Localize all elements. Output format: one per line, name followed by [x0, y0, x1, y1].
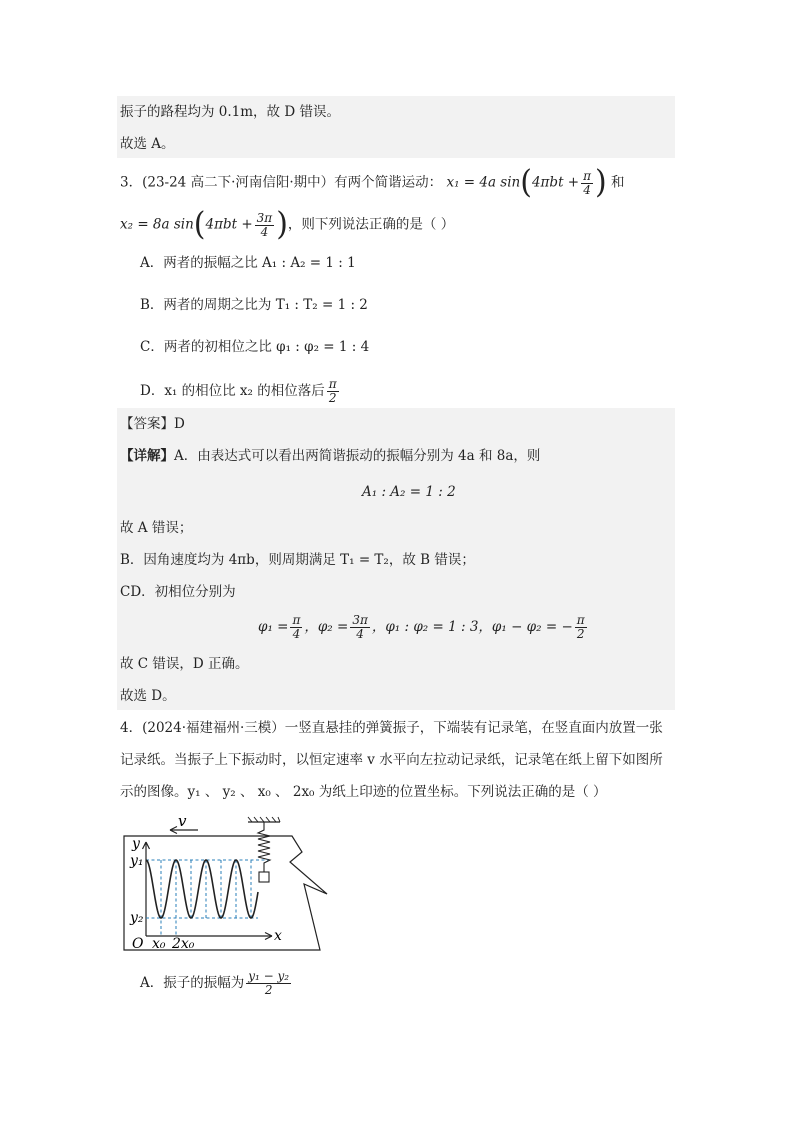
q3-option-d-text: D．x₁ 的相位比 x₂ 的相位落后 [140, 383, 325, 399]
q4-option-a-text: A．振子的振幅为 [140, 975, 245, 991]
detail-a [120, 446, 540, 466]
q3-option-d-den: 2 [328, 391, 337, 405]
q3-stem-a: 3．(23-24 高二下·河南信阳·期中）有两个简谐运动： [120, 174, 443, 191]
q4-line-1: 4．(2024·福建福州·三模）一竖直悬挂的弹簧振子，下端装有记录笔，在竖直面内放置一张 [120, 720, 663, 736]
q3-option-d-num: π [328, 377, 337, 391]
ceiling-hatch [248, 817, 280, 822]
b-line: B．因角速度均为 4πb，则周期满足 T₁ = T₂，故 B 错误； [120, 552, 475, 568]
x-label: x [274, 928, 282, 944]
2x0-label: 2x₀ [172, 936, 195, 952]
q3-x1-den: 4 [583, 182, 591, 197]
q3-option-c: C．两者的初相位之比 φ₁ : φ₂ = 1 : 4 [140, 339, 370, 355]
q3-and: 和 [611, 174, 625, 191]
y1-label: y₁ [130, 853, 144, 869]
q3-x2-num: 3π [256, 210, 273, 225]
eq-diff-den: 2 [576, 627, 585, 641]
q3-x1-lhs: x₁ = 4a sin [446, 174, 521, 191]
q3-x1-num: π [583, 168, 591, 183]
eq-phi2: ，φ₂ = [304, 619, 349, 635]
q3-stem-line-2: x₂ = 8a sin(4πbt + $\frac{3\pi}{4}$ )，则下列说法正确的是（ ） [120, 206, 455, 243]
q4-option-a-den: 2 [264, 983, 273, 997]
choose-line: 故选 D。 [120, 688, 176, 704]
q3-option-a: A．两者的振幅之比 A₁ : A₂ = 1 : 1 [140, 255, 356, 271]
q3-x2-arg: 4πbt + [205, 216, 253, 233]
eq-phi1-num: π [292, 613, 301, 627]
eq-ratio: ，φ₁ : φ₂ = 1 : 3，φ₁ − φ₂ = − [371, 619, 573, 635]
q4-line-3: 示的图像。y₁ 、 y₂ 、 x₀ 、 2x₀ 为纸上印迹的位置坐标。下列说法正确的是（ ） [120, 784, 607, 800]
q4-option-a [140, 970, 293, 997]
q4-line-2: 记录纸。当振子上下振动时，以恒定速率 v 水平向左拉动记录纸，记录笔在纸上留下如图所 [120, 752, 663, 768]
prev-line-2: 故选 A。 [120, 136, 175, 152]
q3-x2-den: 4 [260, 224, 269, 239]
detail-a-text: A．由表达式可以看出两简谐振动的振幅分别为 4a 和 8a，则 [174, 448, 541, 464]
trace-curve [146, 860, 258, 918]
spring-oscillator-figure [122, 814, 332, 954]
answer-label: 【答案】D [120, 416, 185, 432]
velocity-label: v [178, 814, 187, 830]
q3-x1-arg: 4πbt + [531, 174, 580, 191]
spring-icon [258, 822, 270, 872]
origin-label: O [132, 936, 144, 952]
q4-option-a-num: y₁ − y₂ [248, 969, 290, 983]
eq-phi2-num: 3π [352, 613, 368, 627]
q3-option-d [140, 378, 341, 405]
eq-phi1: φ₁ = [258, 619, 289, 635]
x0-label: x₀ [152, 936, 166, 952]
oscillator-block [259, 872, 269, 882]
detail-label: 【详解】 [120, 448, 174, 464]
q3-stem-b: ，则下列说法正确的是（ ） [287, 216, 455, 233]
eq-phi1-den: 4 [292, 627, 301, 641]
q3-x2-lhs: x₂ = 8a sin [120, 216, 194, 233]
q3-option-b: B．两者的周期之比为 T₁ : T₂ = 1 : 2 [140, 297, 368, 313]
y2-label: y₂ [130, 910, 144, 926]
cd-result: 故 C 错误，D 正确。 [120, 656, 249, 672]
a-wrong: 故 A 错误； [120, 520, 193, 536]
q3-stem-line-1: 3．(23-24 高二下·河南信阳·期中）有两个简谐运动： x₁ = 4a sin(4πbt + $\frac{\pi}{4}$ ) 和 [120, 164, 625, 201]
prev-line-1: 振子的路程均为 0.1m，故 D 错误。 [120, 104, 340, 120]
eq-phases [258, 614, 589, 641]
eq-phi2-den: 4 [356, 627, 364, 641]
dashed-guides [146, 860, 268, 936]
eq-diff-num: π [576, 613, 585, 627]
eq-amplitude-ratio: A₁ : A₂ = 1 : 2 [362, 484, 456, 500]
cd-line: CD．初相位分别为 [120, 584, 236, 600]
y-label: y [132, 836, 140, 852]
